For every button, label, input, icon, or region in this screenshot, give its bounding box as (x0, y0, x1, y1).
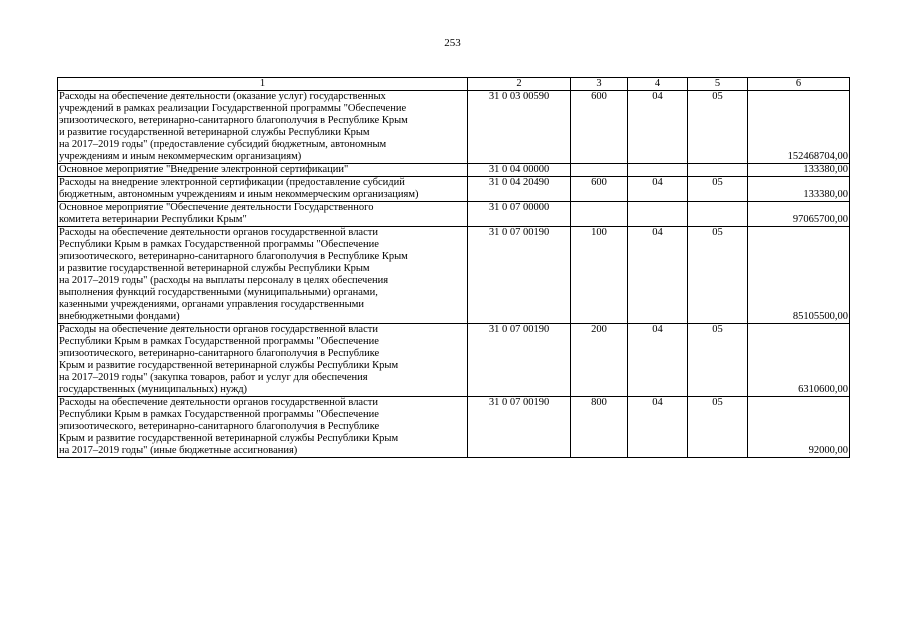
row-subsection: 05 (688, 91, 748, 164)
row-subsection: 05 (688, 227, 748, 324)
column-header: 6 (748, 78, 850, 91)
table-row (58, 227, 850, 324)
row-subsection: 05 (688, 177, 748, 202)
budget-table (57, 77, 850, 458)
row-description: Расходы на обеспечение деятельности органов государственной власти Республики Крым в рамках Государственной программы "Обеспечение эпизоотического, ветеринарно-санитарного благополучия в Республике Крым и развитие государственной ветеринарной службы Республики Крым на 2017–2019 годы" (расходы на выплаты персоналу в целях обеспечения выполнения функций государственными (муниципальными) органами, казенными учреждениями, органами управления государственными внебюджетными фондами) (58, 227, 468, 324)
table-row (58, 91, 850, 164)
column-header: 5 (688, 78, 748, 91)
row-subsection (688, 202, 748, 227)
row-amount: 133380,00 (748, 177, 850, 202)
row-expense-type (571, 164, 628, 177)
column-header: 1 (58, 78, 468, 91)
row-section: 04 (628, 324, 688, 397)
row-target-code: 31 0 07 00190 (468, 227, 571, 324)
row-description: Расходы на внедрение электронной сертификации (предоставление субсидий бюджетным, автономным учреждениям и иным некоммерческим организациям) (58, 177, 468, 202)
table-row (58, 397, 850, 458)
row-subsection: 05 (688, 324, 748, 397)
row-target-code: 31 0 04 00000 (468, 164, 571, 177)
row-description: Расходы на обеспечение деятельности органов государственной власти Республики Крым в рамках Государственной программы "Обеспечение эпизоотического, ветеринарно-санитарного благополучия в Республике Крым и развитие государственной ветеринарной службы Республики Крым на 2017–2019 годы" (закупка товаров, работ и услуг для обеспечения государственных (муниципальных) нужд) (58, 324, 468, 397)
row-expense-type: 600 (571, 177, 628, 202)
row-subsection: 05 (688, 397, 748, 458)
row-target-code: 31 0 07 00190 (468, 324, 571, 397)
row-section: 04 (628, 397, 688, 458)
row-amount: 85105500,00 (748, 227, 850, 324)
row-description: Расходы на обеспечение деятельности (оказание услуг) государственных учреждений в рамках реализации Государственной программы "Обеспечение эпизоотического, ветеринарно-санитарного благополучия в Республике Крым и развитие государственной ветеринарной службы Республики Крым на 2017–2019 годы" (предоставление субсидий бюджетным, автономным учреждениям и иным некоммерческим организациям) (58, 91, 468, 164)
row-expense-type: 100 (571, 227, 628, 324)
row-target-code: 31 0 07 00000 (468, 202, 571, 227)
row-amount: 97065700,00 (748, 202, 850, 227)
row-section: 04 (628, 227, 688, 324)
column-header: 3 (571, 78, 628, 91)
row-description: Основное мероприятие "Внедрение электронной сертификации" (58, 164, 468, 177)
row-target-code: 31 0 03 00590 (468, 91, 571, 164)
row-expense-type: 200 (571, 324, 628, 397)
row-target-code: 31 0 07 00190 (468, 397, 571, 458)
row-amount: 133380,00 (748, 164, 850, 177)
table-row (58, 324, 850, 397)
row-subsection (688, 164, 748, 177)
row-description: Основное мероприятие "Обеспечение деятельности Государственного комитета ветеринарии Республики Крым" (58, 202, 468, 227)
page-number: 253 (444, 37, 461, 49)
row-amount: 152468704,00 (748, 91, 850, 164)
row-section: 04 (628, 177, 688, 202)
row-expense-type: 600 (571, 91, 628, 164)
row-amount: 6310600,00 (748, 324, 850, 397)
row-expense-type (571, 202, 628, 227)
row-target-code: 31 0 04 20490 (468, 177, 571, 202)
row-section (628, 202, 688, 227)
row-amount: 92000,00 (748, 397, 850, 458)
table-row (58, 177, 850, 202)
table-header-row (58, 78, 850, 91)
table-row (58, 202, 850, 227)
column-header: 4 (628, 78, 688, 91)
row-section: 04 (628, 91, 688, 164)
table-row (58, 164, 850, 177)
row-section (628, 164, 688, 177)
column-header: 2 (468, 78, 571, 91)
row-description: Расходы на обеспечение деятельности органов государственной власти Республики Крым в рамках Государственной программы "Обеспечение эпизоотического, ветеринарно-санитарного благополучия в Республике Крым и развитие государственной ветеринарной службы Республики Крым на 2017–2019 годы" (иные бюджетные ассигнования) (58, 397, 468, 458)
row-expense-type: 800 (571, 397, 628, 458)
